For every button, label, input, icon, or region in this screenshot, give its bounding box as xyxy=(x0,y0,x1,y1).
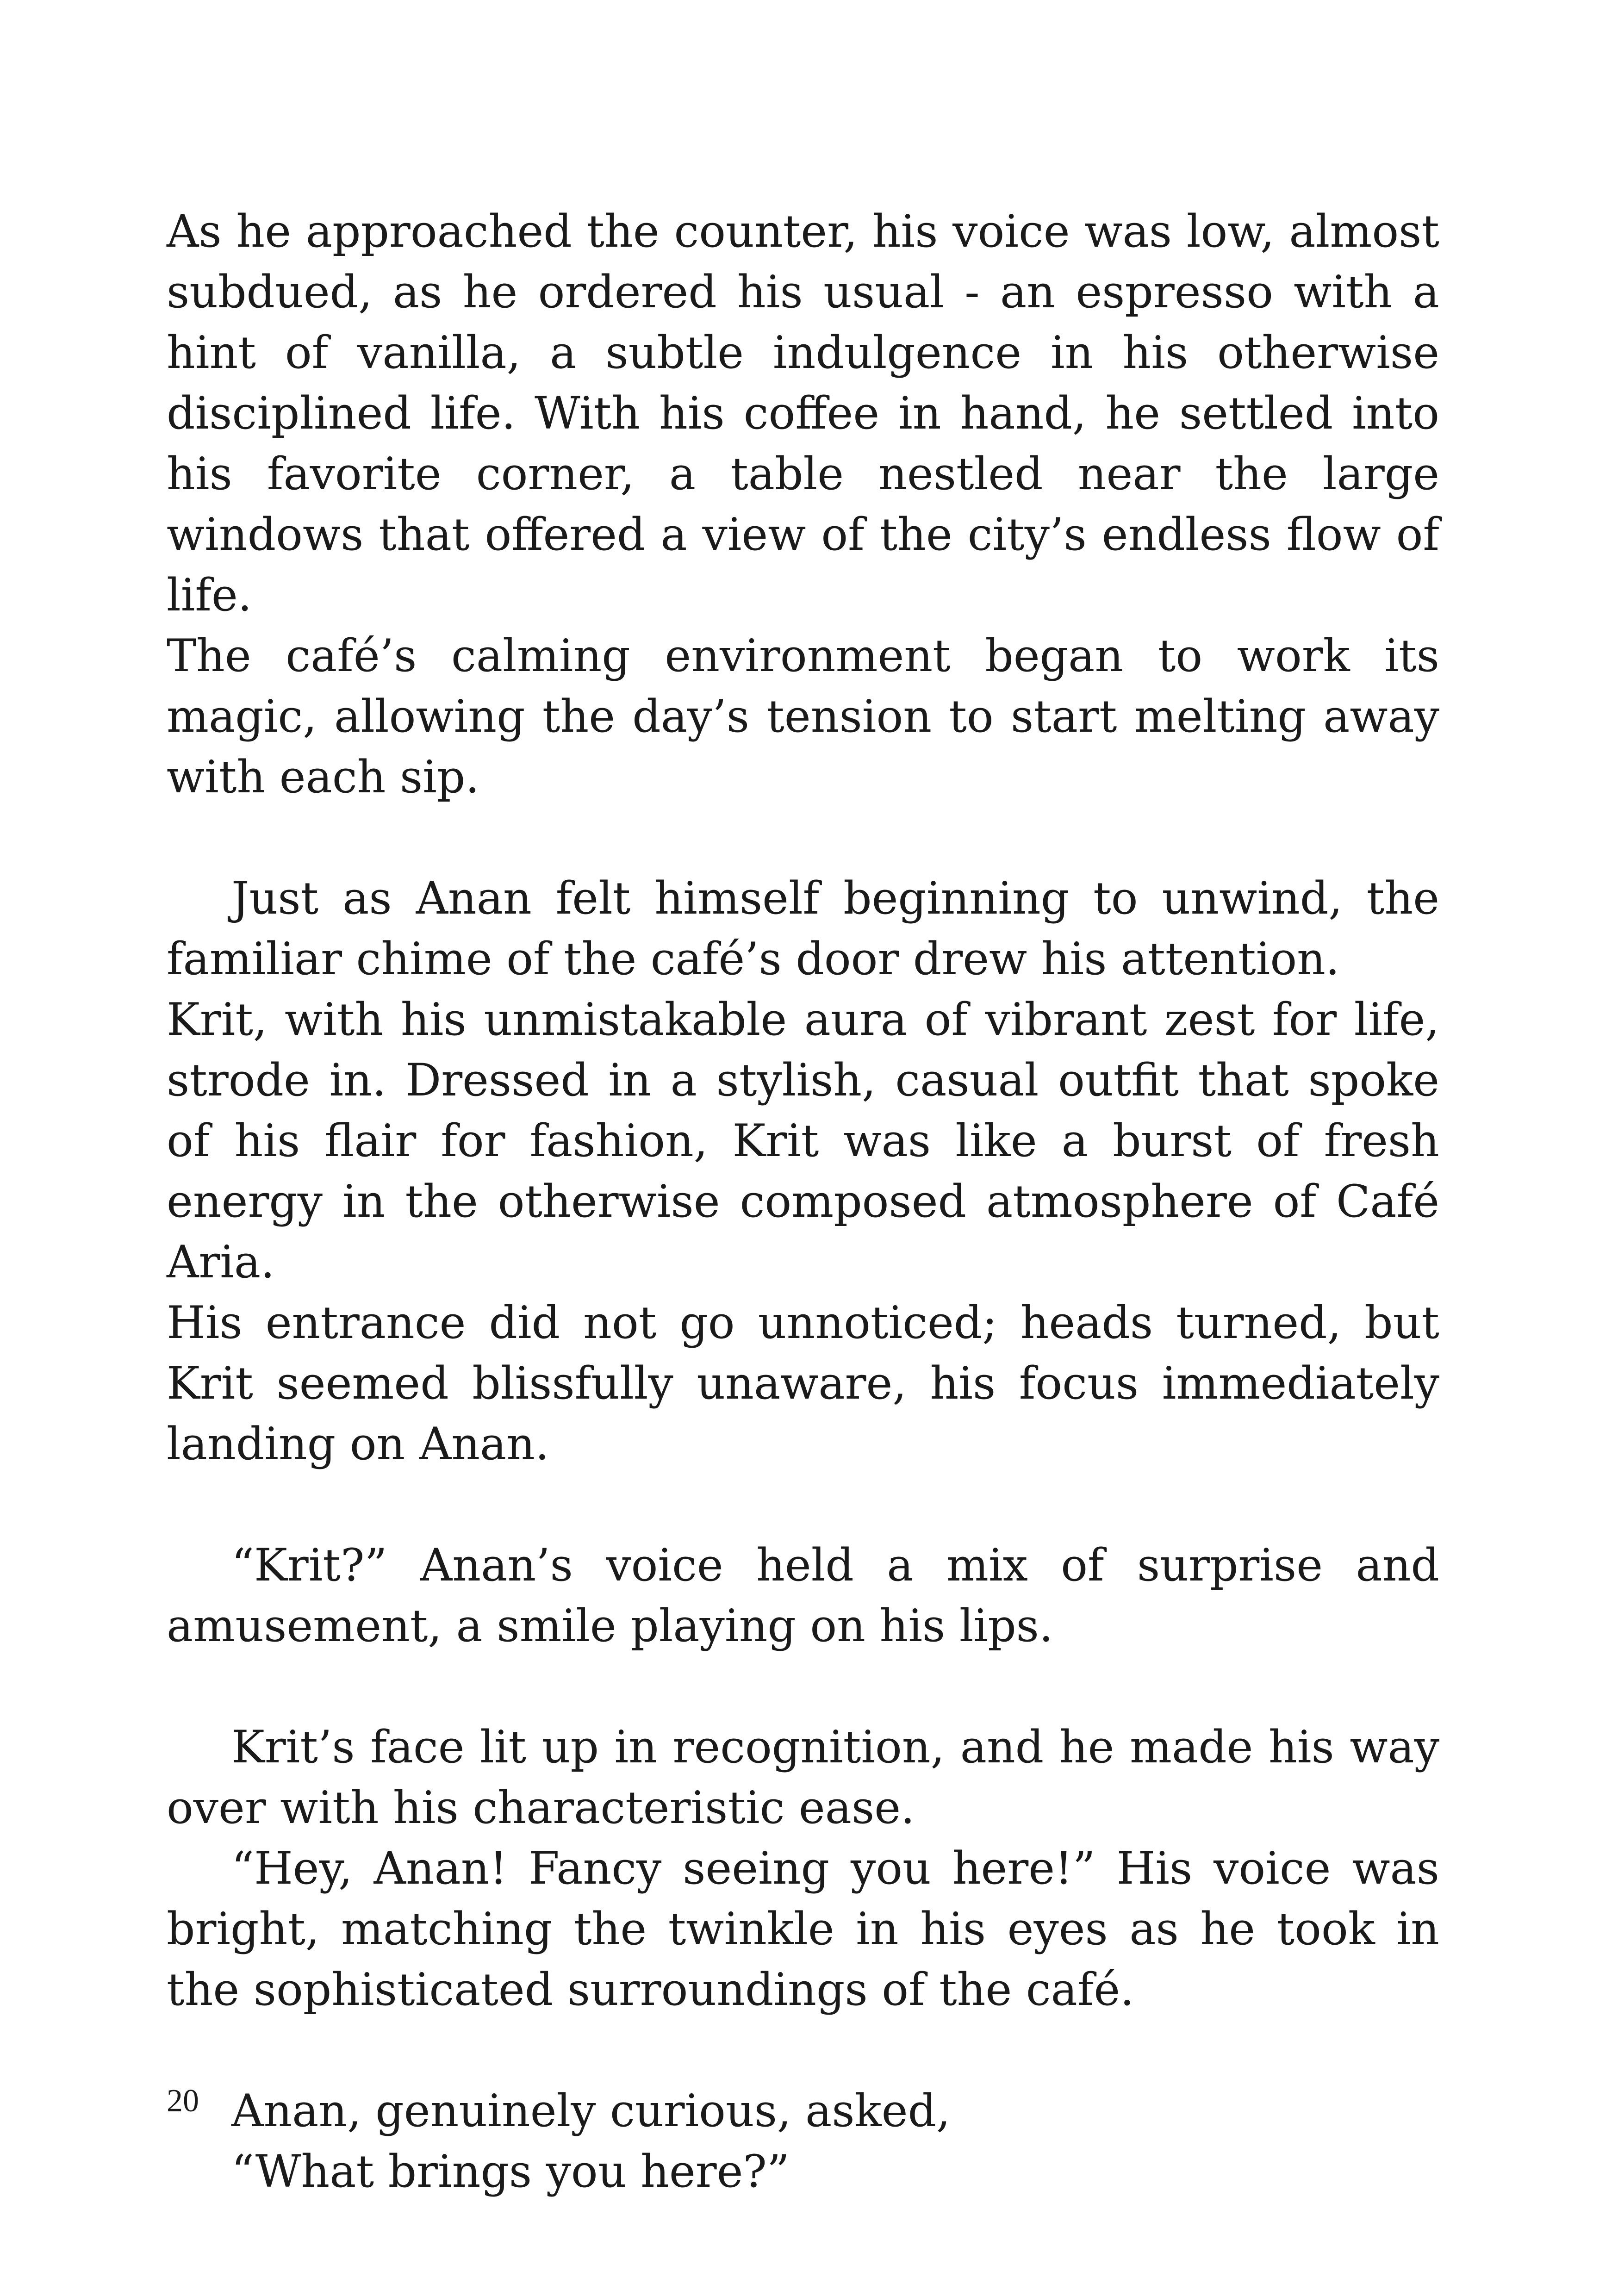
paragraph: Anan, genuinely curious, asked, xyxy=(231,2085,951,2137)
page-number: 20 xyxy=(167,2083,199,2119)
paragraph-gap xyxy=(167,1656,1439,1717)
paragraph: As he approached the counter, his voice was low, almost subdued, as he ordered his usual - an espresso with a hint of vanilla, a subtle indulgence in his otherwise disciplined life. With his coffee in hand, he settled into his favorite corner, a table nestled near the large windows that offered a view of the city’s endless flow of life. xyxy=(167,205,1439,621)
paragraph-gap xyxy=(167,2020,1439,2081)
paragraph: Krit, with his unmistakable aura of vibrant zest for life, strode in. Dressed in a stylish, casual outfit that spoke of his flair for fashion, Krit was like a burst of fresh energy in the otherwise composed atmosphere of Café Aria. xyxy=(167,994,1439,1288)
paragraph-gap xyxy=(167,808,1439,868)
paragraph: The café’s calming environment began to work its magic, allowing the day’s tension to start melting away with each sip. xyxy=(167,630,1439,803)
paragraph: Just as Anan felt himself beginning to unwind, the familiar chime of the café’s door drew his attention. xyxy=(167,872,1439,985)
paragraph-gap xyxy=(167,1475,1439,1535)
paragraph: Krit’s face lit up in recognition, and he made his way over with his characteristic ease. xyxy=(167,1721,1439,1834)
paragraph: “What brings you here?” xyxy=(231,2146,790,2197)
paragraph: “Krit?” Anan’s voice held a mix of surprise and amusement, a smile playing on his lips. xyxy=(167,1539,1439,1652)
body-text xyxy=(167,201,1439,2202)
paragraph: His entrance did not go unnoticed; heads turned, but Krit seemed blissfully unaware, his focus immediately landing on Anan. xyxy=(167,1297,1439,1470)
paragraph: “Hey, Anan! Fancy seeing you here!” His voice was bright, matching the twinkle in his eyes as he took in the sophisticated surroundings of the café. xyxy=(167,1842,1439,2016)
